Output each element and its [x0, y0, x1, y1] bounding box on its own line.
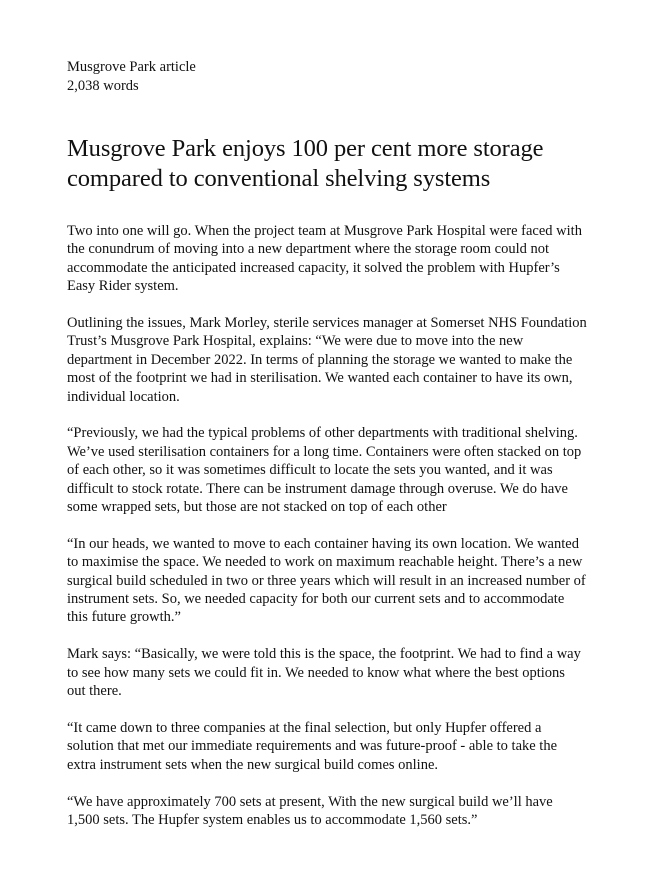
paragraph-6: “It came down to three companies at the final selection, but only Hupfer offered a solution that met our immediate requirements and was future-proof - able to take the extra instrument sets when the new surgical build comes online. [67, 719, 558, 773]
article-label: Musgrove Park article [67, 59, 196, 75]
paragraph-5: Mark says: “Basically, we were told this is the space, the footprint. We had to find a way to see how many sets we could fit in. We needed to know what where the best options out there. [67, 646, 581, 700]
headline-line-2: compared to conventional shelving systems [67, 165, 491, 192]
paragraph-3: “Previously, we had the typical problems of other departments with traditional shelving. We’ve used sterilisation containers for a long time. Containers were often stacked on top of each other, so it was sometimes difficult to locate the sets you wanted, and it was difficult to stock rotate. There can be instrument damage through overuse. We do have some wrapped sets, but those are not stacked on top of each other [67, 425, 582, 516]
paragraph-7: “We have approximately 700 sets at present, With the new surgical build we’ll have 1,500 sets. The Hupfer system enables us to accommodate 1,560 sets.” [67, 793, 553, 828]
article-headline [67, 134, 587, 194]
word-count: 2,038 words [67, 78, 139, 94]
paragraph-1: Two into one will go. When the project team at Musgrove Park Hospital were faced with the conundrum of moving into a new department where the storage room could not accommodate the anticipated increased capacity, it solved the problem with Hupfer’s Easy Rider system. [67, 223, 582, 295]
headline-line-1: Musgrove Park enjoys 100 per cent more storage [67, 135, 544, 162]
paragraph-4: “In our heads, we wanted to move to each container having its own location. We wanted to maximise the space. We needed to work on maximum reachable height. There’s a new surgical build scheduled in two or three years which will result in an increased number of instrument sets. So, we needed capacity for both our current sets and to accommodate this future growth.” [67, 535, 586, 626]
paragraph-2: Outlining the issues, Mark Morley, sterile services manager at Somerset NHS Foundation Trust’s Musgrove Park Hospital, explains: “We were due to move into the new department in December 2022. In terms of planning the storage we wanted to make the most of the footprint we had in sterilisation. We wanted each container to have its own, individual location. [67, 315, 587, 405]
article-body [67, 222, 587, 829]
document-page [67, 58, 587, 848]
